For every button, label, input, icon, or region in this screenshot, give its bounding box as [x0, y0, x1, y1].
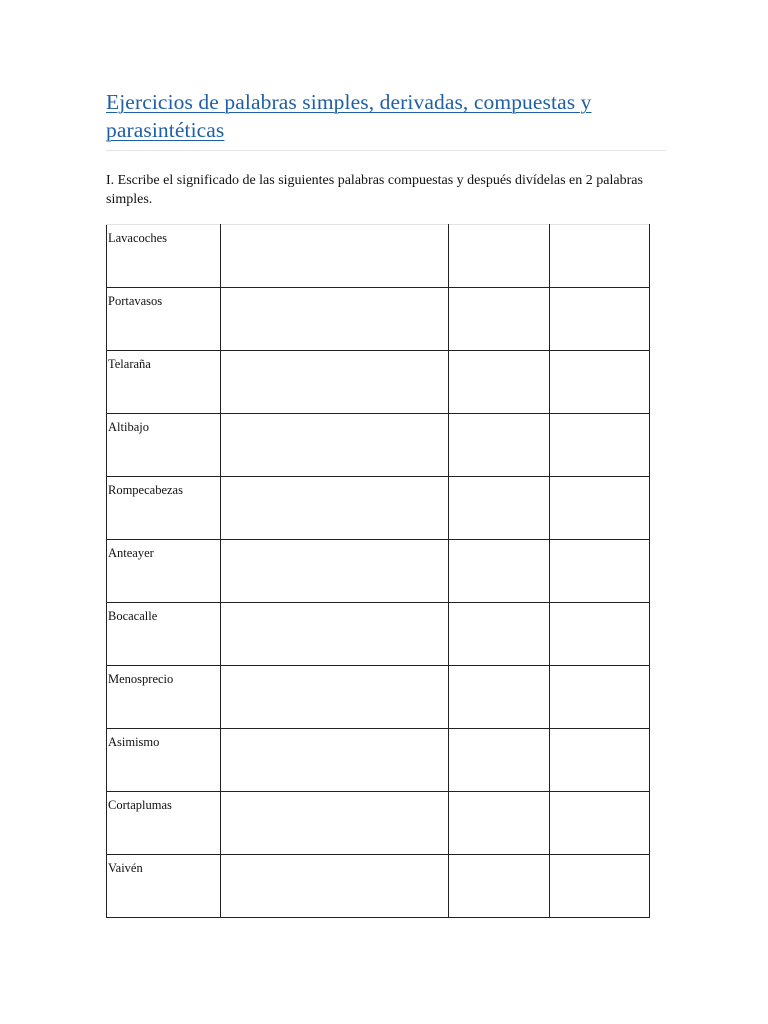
simple-word-1-cell [449, 603, 550, 666]
word-cell [107, 666, 221, 729]
word-cell [107, 288, 221, 351]
simple-word-1-cell [449, 477, 550, 540]
table-row [107, 288, 650, 351]
simple-word-1-cell [449, 288, 550, 351]
meaning-cell [221, 414, 449, 477]
compound-word: Lavacoches [108, 231, 167, 245]
table-row [107, 603, 650, 666]
table-row [107, 225, 650, 288]
table-row [107, 414, 650, 477]
simple-word-2-cell [550, 477, 650, 540]
meaning-cell [221, 603, 449, 666]
exercise-instruction: I. Escribe el significado de las siguientes palabras compuestas y después divídelas en 2 palabras simples. [106, 173, 643, 207]
word-cell [107, 792, 221, 855]
compound-word: Bocacalle [108, 609, 158, 623]
simple-word-2-cell [550, 414, 650, 477]
simple-word-1-cell [449, 225, 550, 288]
meaning-cell [221, 729, 449, 792]
simple-word-1-cell [449, 414, 550, 477]
table-row [107, 729, 650, 792]
compound-word: Telaraña [108, 357, 151, 371]
simple-word-1-cell [449, 666, 550, 729]
simple-word-2-cell [550, 729, 650, 792]
meaning-cell [221, 351, 449, 414]
title-divider [106, 150, 666, 151]
simple-word-2-cell [550, 540, 650, 603]
meaning-cell [221, 288, 449, 351]
compound-word: Anteayer [108, 546, 154, 560]
compound-word: Altibajo [108, 420, 149, 434]
word-cell [107, 414, 221, 477]
word-cell [107, 225, 221, 288]
word-cell [107, 540, 221, 603]
table-row [107, 666, 650, 729]
simple-word-2-cell [550, 603, 650, 666]
simple-word-2-cell [550, 792, 650, 855]
simple-word-2-cell [550, 225, 650, 288]
simple-word-1-cell [449, 855, 550, 918]
meaning-cell [221, 477, 449, 540]
compound-word: Asimismo [108, 735, 160, 749]
compound-word: Vaivén [108, 861, 143, 875]
simple-word-2-cell [550, 666, 650, 729]
table-row [107, 855, 650, 918]
compound-word: Rompecabezas [108, 483, 183, 497]
meaning-cell [221, 666, 449, 729]
meaning-cell [221, 540, 449, 603]
word-cell [107, 351, 221, 414]
meaning-cell [221, 225, 449, 288]
meaning-cell [221, 855, 449, 918]
word-cell [107, 477, 221, 540]
table-row [107, 477, 650, 540]
word-cell [107, 855, 221, 918]
exercise-table-body [107, 225, 650, 918]
simple-word-1-cell [449, 540, 550, 603]
simple-word-1-cell [449, 792, 550, 855]
compound-word: Menosprecio [108, 672, 174, 686]
simple-word-2-cell [550, 855, 650, 918]
word-cell [107, 603, 221, 666]
word-cell [107, 729, 221, 792]
compound-word: Portavasos [108, 294, 163, 308]
simple-word-1-cell [449, 351, 550, 414]
table-row [107, 540, 650, 603]
document-title[interactable]: Ejercicios de palabras simples, derivadas, compuestas y parasintéticas [106, 90, 592, 142]
exercise-table [106, 224, 650, 918]
simple-word-2-cell [550, 351, 650, 414]
meaning-cell [221, 792, 449, 855]
simple-word-1-cell [449, 729, 550, 792]
simple-word-2-cell [550, 288, 650, 351]
table-row [107, 351, 650, 414]
table-row [107, 792, 650, 855]
compound-word: Cortaplumas [108, 798, 172, 812]
document-page [106, 88, 666, 875]
